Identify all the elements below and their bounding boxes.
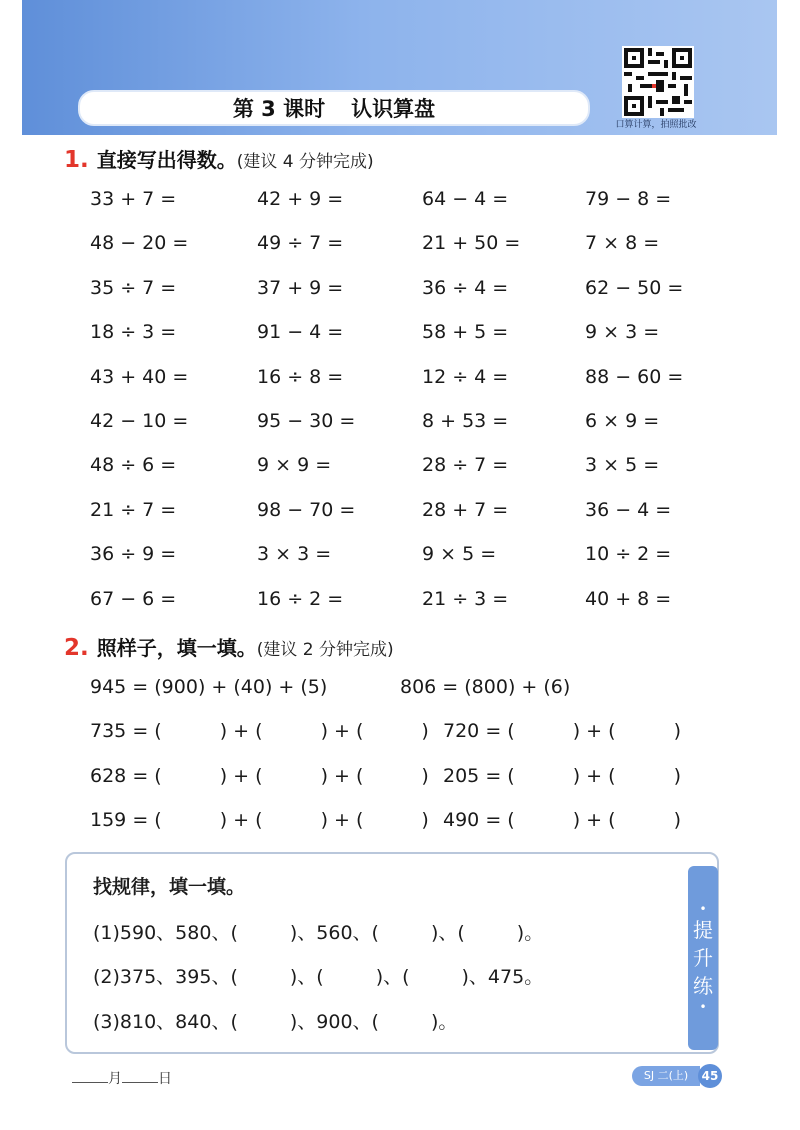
expression: 43 + 40 = (90, 366, 189, 388)
blank-open: ( (356, 765, 364, 787)
expression: 48 ÷ 6 = (90, 454, 177, 476)
month-label: 月 (108, 1071, 122, 1087)
decompose-row (443, 809, 681, 831)
expression: 37 + 9 = (257, 277, 344, 299)
pattern-line (93, 1007, 457, 1034)
section-2-heading (64, 632, 394, 661)
expression: 40 + 8 = (585, 588, 672, 610)
expression: 28 ÷ 7 = (422, 454, 509, 476)
expression: 33 + 7 = (90, 188, 177, 210)
expression: 67 − 6 = (90, 588, 177, 610)
side-tab-char: 提 (693, 918, 713, 942)
lesson-title-bar (78, 90, 590, 126)
pattern-text: )、900、( (289, 1011, 379, 1033)
qr-caption: 口算计算，拍照批改 (615, 120, 697, 130)
blank-open: ( (608, 809, 616, 831)
blank-close: ) (219, 809, 228, 831)
blank-open: ( (507, 765, 515, 787)
blank-close: ) (320, 720, 328, 742)
blank-open: ( (154, 720, 162, 742)
pattern-text: )。 (430, 1011, 458, 1033)
example-right: 806 = (800) + (6) (400, 676, 571, 698)
pattern-text: (1)590、580、( (93, 922, 238, 944)
blank-open: ( (255, 765, 263, 787)
number-value: 735 (90, 720, 127, 742)
eq-sign: = (485, 809, 502, 831)
section-1-note: (建议 4 分钟完成) (236, 152, 374, 172)
expression: 98 − 70 = (257, 499, 356, 521)
blank-open: ( (255, 720, 263, 742)
example-left: 945 = (900) + (40) + (5) (90, 676, 328, 698)
blank-close: ) (572, 765, 581, 787)
extension-title: 找规律，填一填。 (93, 876, 246, 898)
eq-sign: = (132, 720, 149, 742)
expression: 88 − 60 = (585, 366, 684, 388)
blank-close: ) (421, 809, 429, 831)
improvement-side-tab (688, 866, 718, 1050)
eq-sign: = (132, 809, 149, 831)
expression: 9 × 5 = (422, 543, 497, 565)
book-tag: SJ 二(上) (632, 1066, 700, 1086)
expression: 49 ÷ 7 = (257, 232, 344, 254)
pattern-text: (3)810、840、( (93, 1011, 238, 1033)
lesson-topic: 认识算盘 (351, 97, 436, 121)
expression: 21 ÷ 7 = (90, 499, 177, 521)
pattern-line (93, 918, 543, 945)
pattern-line (93, 962, 543, 989)
plus-sign: + (586, 720, 603, 742)
blank-close: ) (673, 765, 681, 787)
expression: 16 ÷ 2 = (257, 588, 344, 610)
section-1-heading (64, 144, 374, 173)
blank-close: ) (219, 720, 228, 742)
expression: 21 + 50 = (422, 232, 521, 254)
expression: 62 − 50 = (585, 277, 684, 299)
plus-sign: + (334, 809, 350, 831)
section-1-number: 1. (64, 147, 89, 173)
expression: 42 + 9 = (257, 188, 344, 210)
expression: 12 ÷ 4 = (422, 366, 509, 388)
number-value: 205 (443, 765, 480, 787)
expression: 6 × 9 = (585, 410, 660, 432)
decompose-row (90, 765, 429, 787)
expression: 28 + 7 = (422, 499, 509, 521)
page-number: 45 (698, 1064, 722, 1088)
blank-close: ) (320, 809, 328, 831)
blank-close: ) (673, 720, 681, 742)
dot-icon: • (699, 902, 707, 916)
side-tab-char: 升 (693, 946, 713, 970)
blank-open: ( (154, 809, 162, 831)
eq-sign: = (485, 720, 502, 742)
section-2-title: 照样子，填一填。 (96, 636, 257, 660)
plus-sign: + (233, 720, 250, 742)
expression: 36 ÷ 9 = (90, 543, 177, 565)
side-tab-char: 练 (693, 974, 713, 998)
section-1-title: 直接写出得数。 (96, 148, 237, 172)
number-value: 490 (443, 809, 480, 831)
pattern-text: (2)375、395、( (93, 966, 238, 988)
expression: 3 × 5 = (585, 454, 660, 476)
expression: 35 ÷ 7 = (90, 277, 177, 299)
blank-open: ( (507, 809, 515, 831)
blank-open: ( (356, 720, 364, 742)
pattern-text: )、560、( (289, 922, 379, 944)
blank-close: ) (421, 765, 429, 787)
blank-close: ) (572, 809, 581, 831)
expression: 95 − 30 = (257, 410, 356, 432)
plus-sign: + (586, 765, 603, 787)
section-2-number: 2. (64, 635, 89, 661)
pattern-text: )、( (289, 966, 324, 988)
plus-sign: + (334, 765, 350, 787)
eq-sign: = (485, 765, 502, 787)
pattern-text: )、475。 (461, 966, 544, 988)
number-value: 720 (443, 720, 480, 742)
blank-close: ) (572, 720, 581, 742)
decompose-row (443, 765, 681, 787)
expression: 58 + 5 = (422, 321, 509, 343)
day-label: 日 (158, 1071, 172, 1087)
blank-open: ( (154, 765, 162, 787)
blank-close: ) (673, 809, 681, 831)
plus-sign: + (233, 765, 250, 787)
number-value: 159 (90, 809, 127, 831)
decompose-row (90, 809, 429, 831)
month-blank[interactable] (72, 1070, 108, 1083)
expression: 48 − 20 = (90, 232, 189, 254)
date-line (72, 1068, 172, 1088)
expression: 7 × 8 = (585, 232, 660, 254)
lesson-number: 第 3 课时 (232, 97, 326, 121)
expression: 8 + 53 = (422, 410, 509, 432)
expression: 36 ÷ 4 = (422, 277, 509, 299)
blank-close: ) (421, 720, 429, 742)
blank-open: ( (356, 809, 364, 831)
plus-sign: + (334, 720, 350, 742)
blank-open: ( (255, 809, 263, 831)
expression: 9 × 3 = (585, 321, 660, 343)
expression: 10 ÷ 2 = (585, 543, 672, 565)
expression: 64 − 4 = (422, 188, 509, 210)
expression: 42 − 10 = (90, 410, 189, 432)
eq-sign: = (132, 765, 149, 787)
plus-sign: + (233, 809, 250, 831)
qr-code-icon[interactable] (622, 46, 694, 118)
dot-icon: • (699, 1000, 707, 1014)
pattern-text: )。 (516, 922, 544, 944)
blank-close: ) (219, 765, 228, 787)
day-blank[interactable] (122, 1070, 158, 1083)
pattern-text: )、( (375, 966, 410, 988)
pattern-text: )、( (430, 922, 465, 944)
expression: 18 ÷ 3 = (90, 321, 177, 343)
blank-close: ) (320, 765, 328, 787)
blank-open: ( (507, 720, 515, 742)
number-value: 628 (90, 765, 127, 787)
expression: 91 − 4 = (257, 321, 344, 343)
blank-open: ( (608, 765, 616, 787)
expression: 16 ÷ 8 = (257, 366, 344, 388)
expression: 21 ÷ 3 = (422, 588, 509, 610)
plus-sign: + (586, 809, 603, 831)
expression: 36 − 4 = (585, 499, 672, 521)
expression: 79 − 8 = (585, 188, 672, 210)
blank-open: ( (608, 720, 616, 742)
expression: 3 × 3 = (257, 543, 332, 565)
decompose-row (443, 720, 681, 742)
expression: 9 × 9 = (257, 454, 332, 476)
section-2-note: (建议 2 分钟完成) (256, 640, 394, 660)
decompose-row (90, 720, 429, 742)
